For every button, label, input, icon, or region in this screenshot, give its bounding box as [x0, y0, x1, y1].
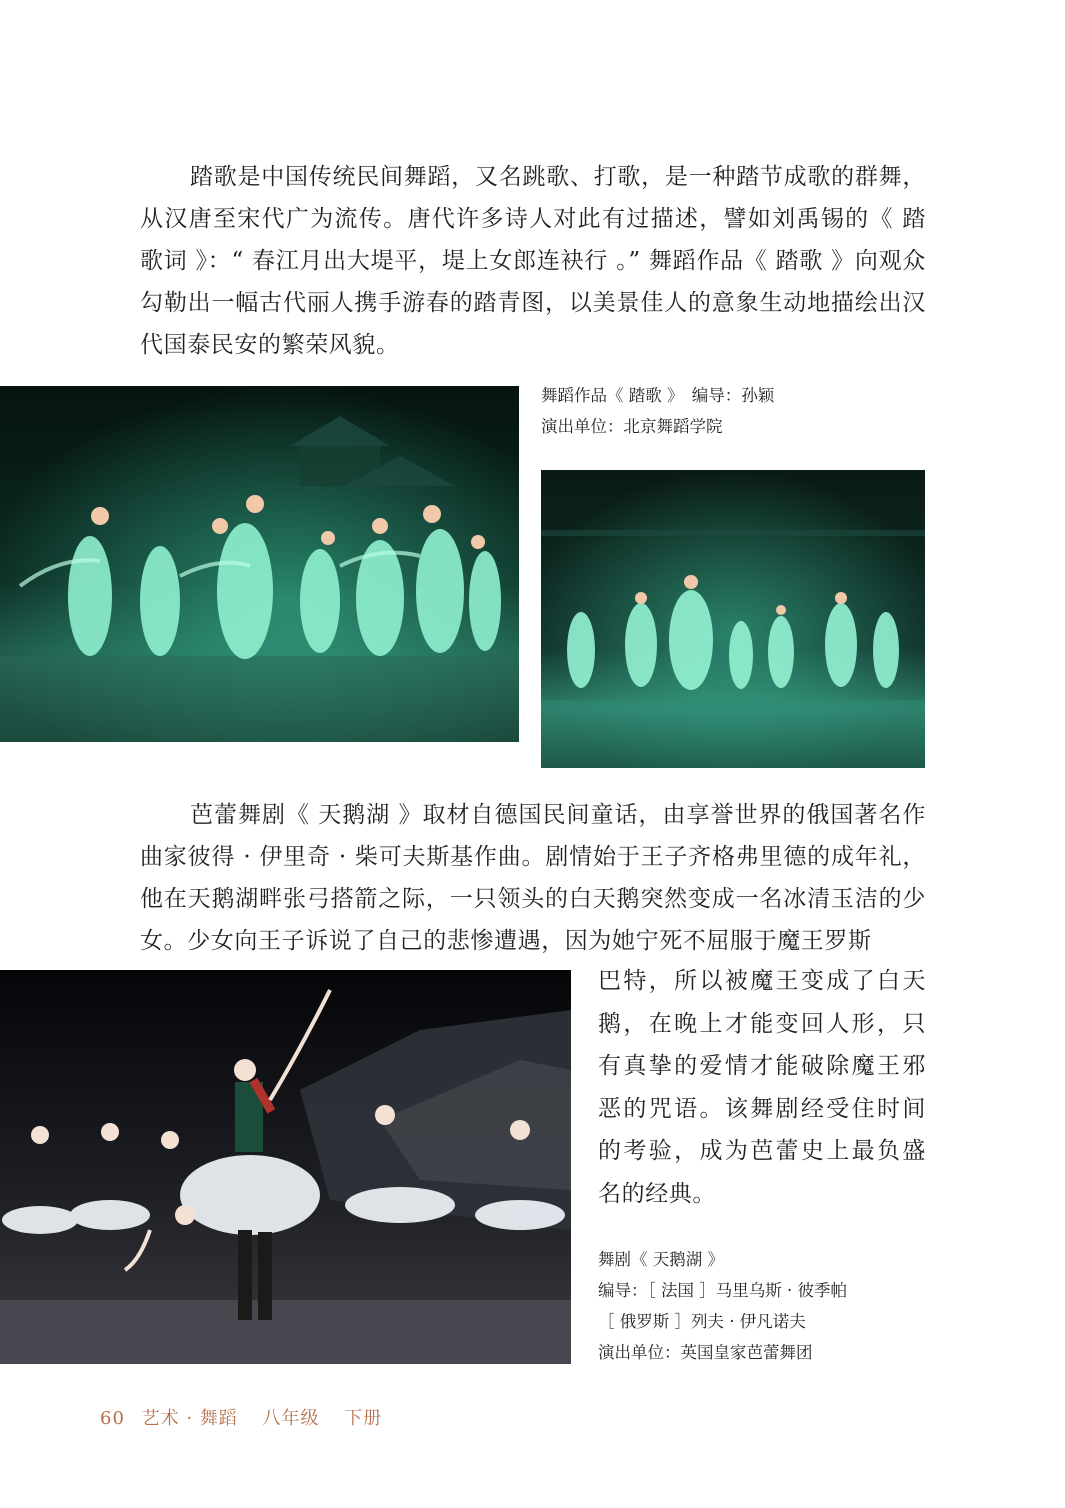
photo-tage-dance-wide	[0, 386, 519, 742]
caption-tage	[541, 380, 774, 442]
photo-swan-lake-ballet	[0, 970, 571, 1364]
caption-swan-lake	[598, 1244, 847, 1368]
footer-volume: 下册	[344, 1408, 383, 1429]
page-number: 60	[100, 1408, 125, 1429]
caption-tage-line2: 演出单位：北京舞蹈学院	[541, 417, 723, 436]
paragraph-swan-lake: 芭蕾舞剧《 天鹅湖 》取材自德国民间童话，由享誉世界的俄国著名作曲家彼得 · 伊里奇 · 柴可夫斯基作曲。剧情始于王子齐格弗里德的成年礼，他在天鹅湖畔张弓搭箭之际，一只领头的白天鹅突然变成一名冰清玉洁的少女。少女向王子诉说了自己的悲惨遭遇，因为她宁死不屈服于魔王罗斯	[140, 802, 926, 954]
photo-tage-dance-group	[541, 470, 925, 768]
caption-swan-lake-line4: 演出单位：英国皇家芭蕾舞团	[598, 1343, 813, 1362]
paragraph-swan-lake-continued: 巴特，所以被魔王变成了白天鹅，在晚上才能变回人形，只有真挚的爱情才能破除魔王邪恶的咒语。该舞剧经受住时间的考验，成为芭蕾史上最负盛名的经典。	[598, 968, 926, 1207]
caption-swan-lake-line2: 编导：［ 法国 ］马里乌斯 · 彼季帕	[598, 1281, 847, 1300]
caption-tage-line1: 舞蹈作品《 踏歌 》 编导：孙颖	[541, 386, 775, 405]
caption-swan-lake-line3: ［ 俄罗斯 ］列夫 · 伊凡诺夫	[598, 1312, 806, 1331]
page-footer	[100, 1404, 382, 1430]
paragraph-tage: 踏歌是中国传统民间舞蹈，又名跳歌、打歌，是一种踏节成歌的群舞，从汉唐至宋代广为流传。唐代许多诗人对此有过描述，譬如刘禹锡的《 踏歌词 》：“ 春江月出大堤平，堤上女郎连袂行 。” 舞蹈作品《 踏歌 》向观众勾勒出一幅古代丽人携手游春的踏青图，以美景佳人的意象生动地描绘出汉代国泰民安的繁荣风貌。	[140, 164, 926, 358]
caption-swan-lake-line1: 舞剧《 天鹅湖 》	[598, 1250, 724, 1269]
footer-book-title: 艺术 · 舞蹈	[141, 1408, 238, 1429]
footer-grade: 八年级	[262, 1408, 320, 1429]
